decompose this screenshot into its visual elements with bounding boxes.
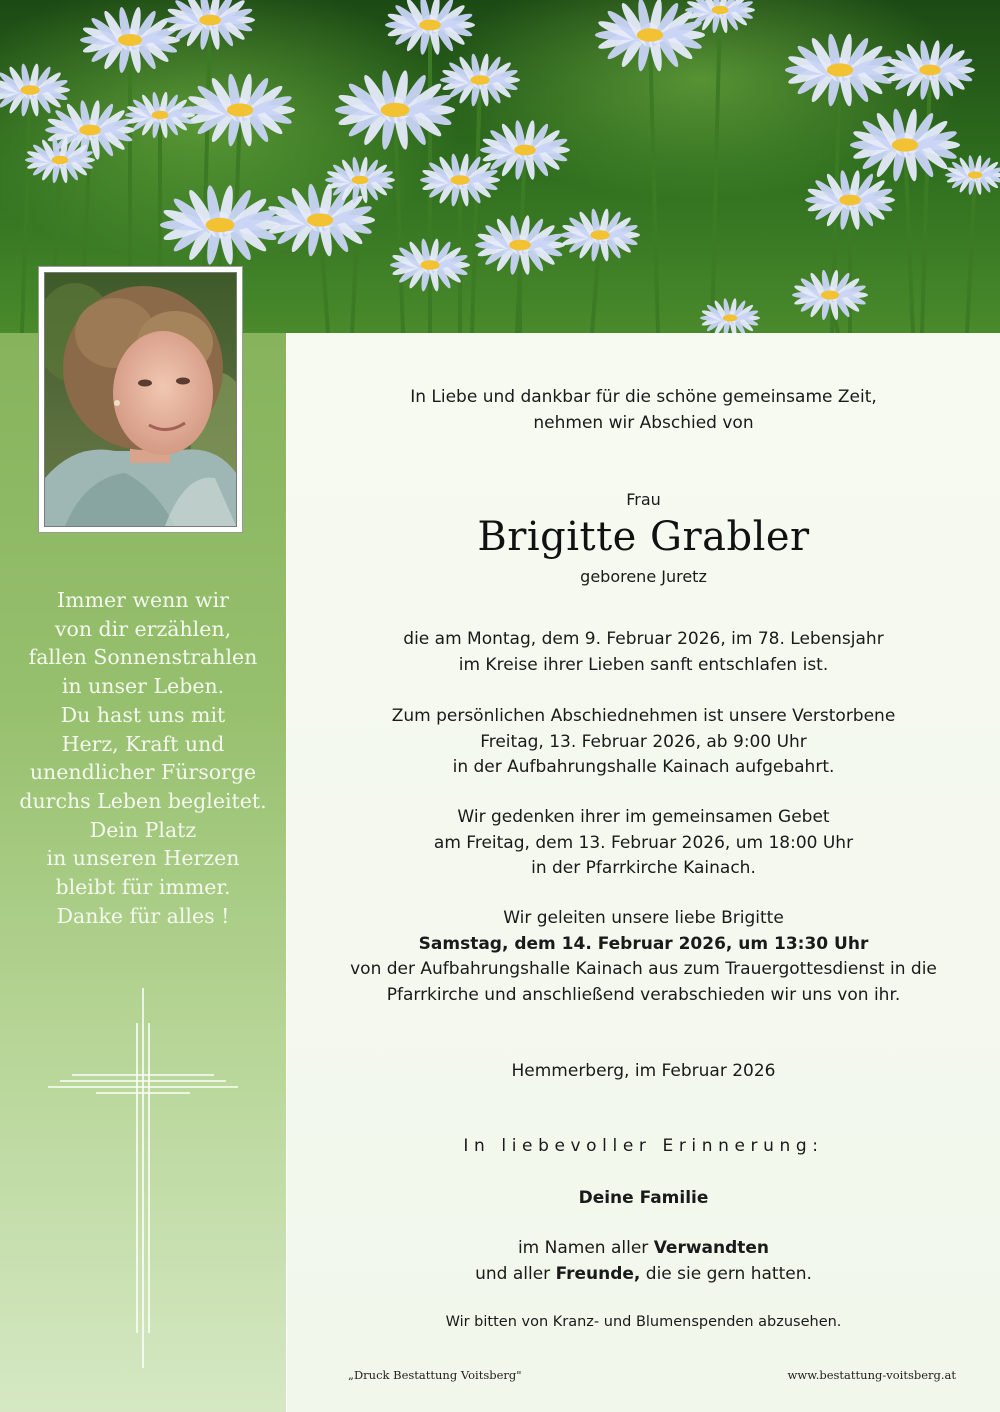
funeral-date-line: Samstag, dem 14. Februar 2026, um 13:30 Uhr <box>418 933 869 954</box>
poem-line: Danke für alles ! <box>56 903 230 928</box>
remembrance-heading: In liebevoller Erinnerung: <box>463 1136 824 1156</box>
relatives-line-1 <box>287 1236 1000 1262</box>
viewing-line: in der Aufbahrungshalle Kainach aufgebahrt. <box>452 757 835 777</box>
printer-credit: „Druck Bestattung Voitsberg" <box>348 1368 522 1382</box>
poem-line: bleibt für immer. <box>55 875 231 900</box>
funeral-line: Wir geleiten unsere liebe Brigitte <box>503 908 784 928</box>
viewing-line: Freitag, 13. Februar 2026, ab 9:00 Uhr <box>480 731 807 752</box>
relatives-line <box>287 1236 1000 1287</box>
poem-line: Dein Platz <box>89 817 197 842</box>
intro-line: In Liebe und dankbar für die schöne gemeinsame Zeit, <box>410 387 877 407</box>
intro-text <box>287 385 1000 436</box>
deceased-name: Brigitte Grabler <box>477 514 810 560</box>
friends-prefix: und aller <box>475 1263 551 1284</box>
viewing-line: Zum persönlichen Abschiednehmen ist unsere Verstorbene <box>391 706 896 726</box>
relatives-line-2 <box>287 1262 1000 1288</box>
memorial-poem <box>10 586 276 930</box>
website-link[interactable]: www.bestattung-voitsberg.at <box>787 1368 956 1382</box>
poem-line: fallen Sonnenstrahlen <box>28 645 258 670</box>
flower-request: Wir bitten von Kranz- und Blumenspenden abzusehen. <box>445 1314 842 1330</box>
prayer-line: am Freitag, dem 13. Februar 2026, um 18:00 Uhr <box>433 832 854 853</box>
poem-line: durchs Leben begleitet. <box>19 788 267 813</box>
family-signature: Deine Familie <box>578 1188 709 1208</box>
poem-line: in unseren Herzen <box>46 846 240 871</box>
portrait-photo <box>44 272 237 527</box>
poem-line: Du hast uns mit <box>60 702 226 727</box>
relatives-prefix: im Namen aller <box>517 1238 649 1258</box>
salutation: Frau <box>626 490 661 509</box>
birth-name: geborene Juretz <box>580 567 707 586</box>
place-date: Hemmerberg, im Februar 2026 <box>511 1061 776 1081</box>
death-notice <box>287 627 1000 678</box>
relatives-word: Verwandten <box>653 1238 770 1258</box>
portrait-frame <box>38 266 243 533</box>
poem-line: unendlicher Fürsorge <box>29 760 257 785</box>
death-notice-line: die am Montag, dem 9. Februar 2026, im 78. Lebensjahr <box>403 629 884 649</box>
poem-line: Immer wenn wir <box>57 588 229 612</box>
poem-line: in unser Leben. <box>61 674 225 699</box>
funeral-line: von der Aufbahrungshalle Kainach aus zum Trauergottesdienst in die <box>350 959 937 979</box>
funeral-info <box>287 906 1000 1008</box>
prayer-line: in der Pfarrkirche Kainach. <box>531 858 756 878</box>
death-notice-line: im Kreise ihrer Lieben sanft entschlafen ist. <box>458 654 829 675</box>
poem-line: von dir erzählen, <box>54 616 232 641</box>
prayer-info <box>287 805 1000 882</box>
poem-line: Herz, Kraft und <box>61 731 225 756</box>
intro-line: nehmen wir Abschied von <box>533 412 754 433</box>
friends-suffix: die sie gern hatten. <box>645 1263 812 1284</box>
friends-word: Freunde, <box>555 1263 641 1284</box>
viewing-info <box>287 704 1000 781</box>
funeral-line: Pfarrkirche und anschließend verabschieden wir uns von ihr. <box>386 984 901 1005</box>
prayer-line: Wir gedenken ihrer im gemeinsamen Gebet <box>457 807 830 827</box>
